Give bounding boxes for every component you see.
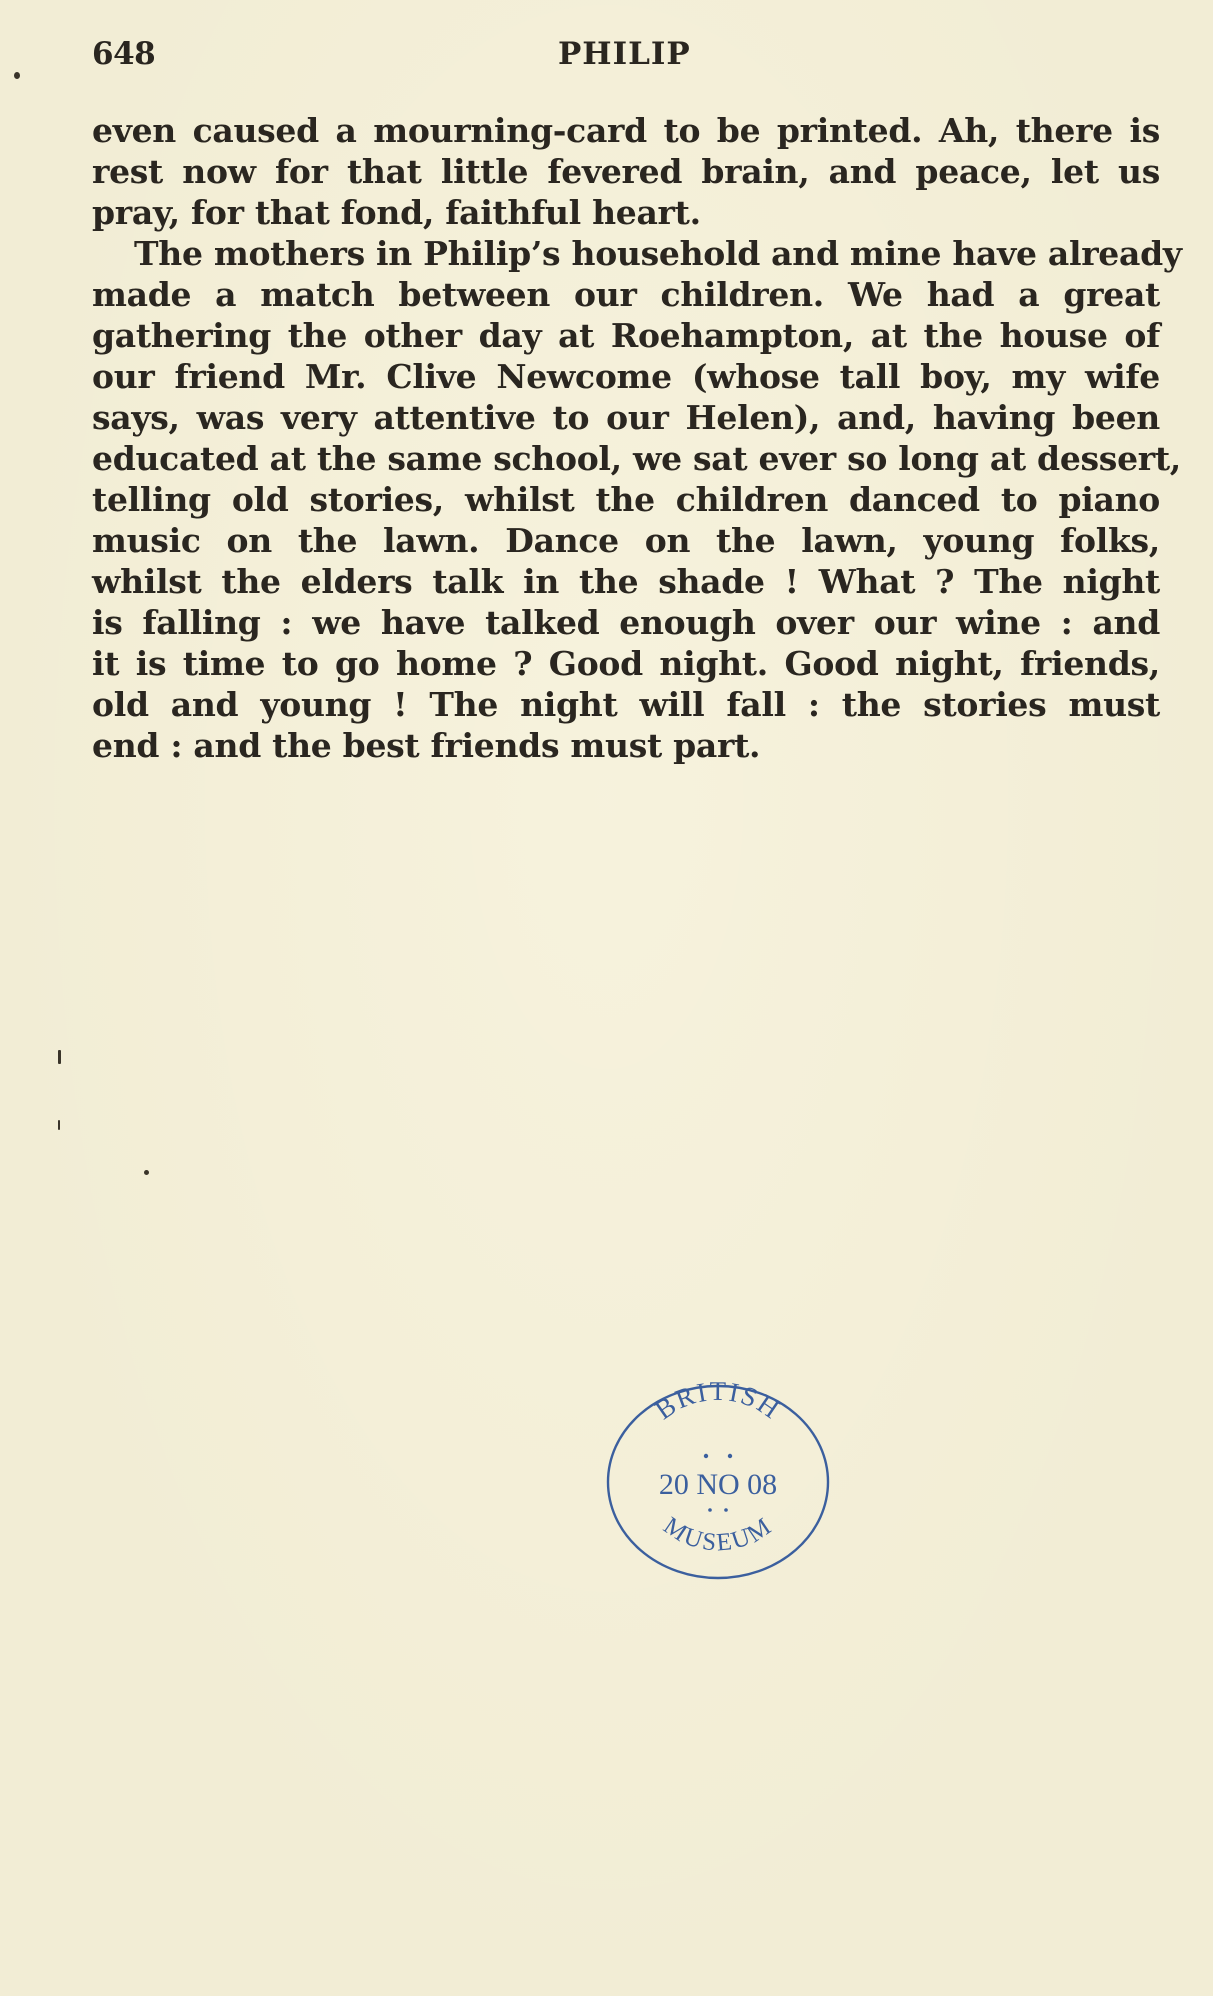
text-line: made a match between our children. We had a great [92, 275, 1160, 314]
body-text [92, 110, 1182, 766]
text-line: The mothers in Philip’s household and mine have already [134, 234, 1182, 273]
text-line: old and young ! The night will fall : the stories must [92, 685, 1160, 724]
stamp-dot [724, 1508, 728, 1512]
text-line: our friend Mr. Clive Newcome (whose tall boy, my wife [92, 357, 1160, 396]
stamp-dot [708, 1508, 712, 1512]
text-line: educated at the same school, we sat ever so long at dessert, [92, 439, 1181, 478]
stamp-dot [704, 1454, 708, 1458]
stamp-date: 20 NO 08 [658, 1468, 778, 1501]
text-line: telling old stories, whilst the children danced to piano [92, 480, 1160, 519]
scan-speck [14, 72, 20, 79]
library-stamp [598, 1378, 838, 1583]
scan-speck [58, 1120, 60, 1130]
text-line: it is time to go home ? Good night. Good night, friends, [92, 644, 1160, 683]
text-line: pray, for that fond, faithful heart. [92, 193, 701, 232]
scan-speck [58, 1050, 61, 1064]
text-line: says, was very attentive to our Helen), and, having been [92, 398, 1160, 437]
text-line: music on the lawn. Dance on the lawn, young folks, [92, 521, 1160, 560]
scan-speck [144, 1170, 149, 1175]
text-line: even caused a mourning-card to be printed. Ah, there is [92, 111, 1160, 150]
text-line: gathering the other day at Roehampton, at the house of [92, 316, 1160, 355]
text-line: whilst the elders talk in the shade ! What ? The night [92, 562, 1160, 601]
text-line: end : and the best friends must part. [92, 726, 761, 765]
stamp-bottom-text: MUSEUM [658, 1512, 778, 1557]
text-line: is falling : we have talked enough over our wine : and [92, 603, 1160, 642]
stamp-dot [728, 1454, 732, 1458]
stamp-top-text: BRITISH [649, 1378, 787, 1426]
text-line: rest now for that little fevered brain, and peace, let us [92, 152, 1160, 191]
running-title: PHILIP [558, 36, 691, 72]
page-number: 648 [92, 36, 156, 72]
